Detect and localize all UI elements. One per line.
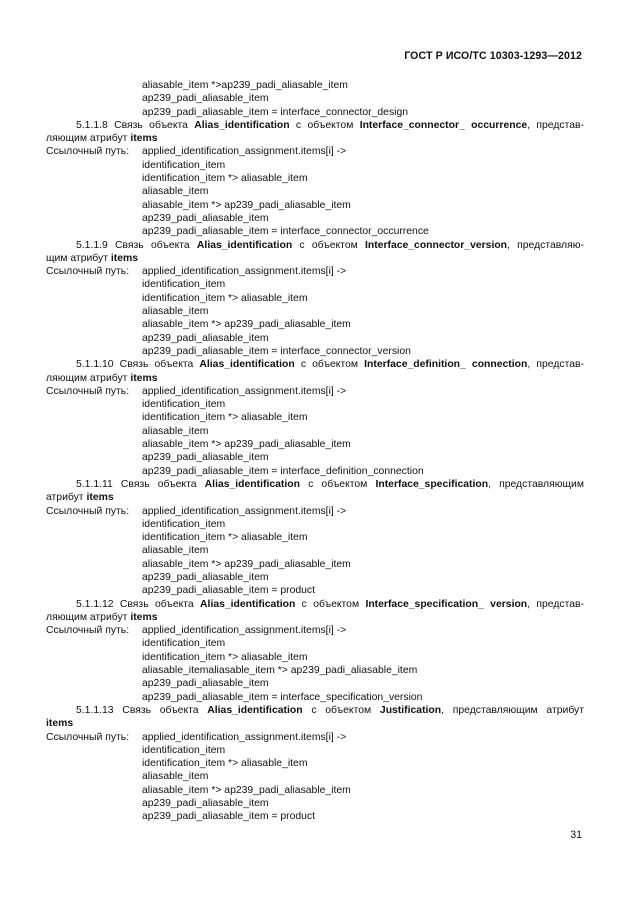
path-text: ap239_padi_aliasable_item = interface_specification_version xyxy=(142,691,423,703)
target-entity-name: Interface_specification_ version xyxy=(365,598,528,610)
heading-continuation xyxy=(46,372,584,385)
path-text: ap239_padi_aliasable_item = interface_connector_version xyxy=(142,345,411,357)
path-line xyxy=(46,744,584,757)
path-line xyxy=(46,664,584,677)
heading-connector: с объектом xyxy=(295,598,366,610)
path-line xyxy=(46,425,584,438)
heading-number: 5.1.1.8 Связь объекта xyxy=(76,119,195,131)
path-text: identification_item xyxy=(142,279,226,291)
section-heading xyxy=(46,478,584,491)
heading-connector: с объектом xyxy=(292,239,365,251)
sections-container xyxy=(46,119,584,824)
path-text: applied_identification_assignment.items[i] -> xyxy=(142,146,347,158)
path-text: ap239_padi_aliasable_item = interface_definition_connection xyxy=(142,465,424,477)
section-heading xyxy=(46,119,584,132)
path-text: aliasable_item xyxy=(142,425,209,437)
path-text: ap239_padi_aliasable_item xyxy=(142,678,269,690)
path-line xyxy=(46,637,584,650)
path-text: applied_identification_assignment.items[i] -> xyxy=(142,731,347,743)
path-text: ap239_padi_aliasable_item = product xyxy=(142,811,316,823)
path-text: aliasable_item *> ap239_padi_aliasable_item xyxy=(142,784,351,796)
path-line xyxy=(46,318,584,331)
path-text: aliasable_item *> ap239_padi_aliasable_item xyxy=(142,199,351,211)
path-line xyxy=(46,691,584,704)
path-text: identification_item *> aliasable_item xyxy=(142,651,308,663)
reference-path-label: Ссылочный путь: xyxy=(46,146,130,158)
document-header: ГОСТ Р ИСО/ТС 10303-1293—2012 xyxy=(404,50,582,62)
section-heading xyxy=(46,704,584,717)
heading-connector: с объектом xyxy=(294,359,365,371)
path-text: identification_item *> aliasable_item xyxy=(142,173,308,185)
path-text: identification_item xyxy=(142,518,226,530)
path-line xyxy=(46,465,584,478)
heading-continuation xyxy=(46,132,584,145)
path-text: identification_item xyxy=(142,638,226,650)
path-line xyxy=(46,305,584,318)
continuation-text: ляющим атрибут xyxy=(46,611,131,623)
path-line xyxy=(46,531,584,544)
path-line xyxy=(46,185,584,198)
path-line xyxy=(46,411,584,424)
path-line xyxy=(46,810,584,823)
path-text: applied_identification_assignment.items[i] -> xyxy=(142,625,347,637)
path-line xyxy=(46,332,584,345)
heading-tail: , представляющим xyxy=(488,478,585,490)
path-line xyxy=(46,797,584,810)
path-text: identification_item *> aliasable_item xyxy=(142,412,308,424)
path-text: identification_item xyxy=(142,399,226,411)
continuation-text: ляющим атрибут xyxy=(46,133,131,145)
target-entity-name: Interface_definition_ connection xyxy=(364,359,528,371)
entity-name: Alias_identification xyxy=(199,359,295,371)
reference-path-first-line xyxy=(46,731,584,744)
attribute-name: items xyxy=(86,492,114,504)
heading-number: 5.1.1.13 Связь объекта xyxy=(76,704,208,716)
path-line xyxy=(46,199,584,212)
path-line xyxy=(46,558,584,571)
reference-path-first-line xyxy=(46,505,584,518)
heading-number: 5.1.1.9 Связь объекта xyxy=(76,239,197,251)
path-line xyxy=(46,544,584,557)
path-text: aliasable_item xyxy=(142,545,209,557)
path-line: ap239_padi_aliasable_item xyxy=(142,93,269,105)
reference-path-label: Ссылочный путь: xyxy=(46,266,130,278)
path-text: ap239_padi_aliasable_item xyxy=(142,332,269,344)
section-10 xyxy=(46,358,584,478)
path-line xyxy=(46,159,584,172)
path-text: aliasable_item xyxy=(142,186,209,198)
path-line xyxy=(46,438,584,451)
heading-tail: , представляю- xyxy=(507,239,585,251)
heading-connector: с объектом xyxy=(289,119,360,131)
section-13 xyxy=(46,704,584,824)
entity-name: Alias_identification xyxy=(204,478,300,490)
heading-tail: , представ- xyxy=(527,119,585,131)
attribute-name: items xyxy=(110,252,138,264)
path-line xyxy=(46,584,584,597)
target-entity-name: Justification xyxy=(379,704,442,716)
attribute-name: items xyxy=(130,133,158,145)
path-text: ap239_padi_aliasable_item xyxy=(142,798,269,810)
path-text: ap239_padi_aliasable_item xyxy=(142,212,269,224)
path-text: applied_identification_assignment.items[i] -> xyxy=(142,385,347,397)
path-text: aliasable_item *> ap239_padi_aliasable_item xyxy=(142,558,351,570)
heading-tail: , представ- xyxy=(527,598,585,610)
path-line xyxy=(46,651,584,664)
path-text: identification_item *> aliasable_item xyxy=(142,758,308,770)
path-line xyxy=(46,172,584,185)
reference-path-label: Ссылочный путь: xyxy=(46,505,130,517)
attribute-name: items xyxy=(46,718,74,730)
path-text: ap239_padi_aliasable_item = product xyxy=(142,585,316,597)
entity-name: Alias_identification xyxy=(194,119,290,131)
path-text: aliasable_item *> ap239_padi_aliasable_item xyxy=(142,439,351,451)
section-heading xyxy=(46,358,584,371)
path-text: aliasable_item xyxy=(142,771,209,783)
heading-continuation xyxy=(46,717,584,730)
path-line xyxy=(46,345,584,358)
path-line xyxy=(46,398,584,411)
reference-path-first-line xyxy=(46,145,584,158)
attribute-name: items xyxy=(130,611,158,623)
path-line xyxy=(46,677,584,690)
target-entity-name: Interface_specification xyxy=(375,478,489,490)
path-text: aliasable_itemaliasable_item *> ap239_padi_aliasable_item xyxy=(142,665,418,677)
path-text: identification_item *> aliasable_item xyxy=(142,532,308,544)
path-text: identification_item xyxy=(142,159,226,171)
path-line xyxy=(46,212,584,225)
path-line xyxy=(46,518,584,531)
continuation-text: ляющим атрибут xyxy=(46,372,131,384)
path-line: ap239_padi_aliasable_item = interface_connector_design xyxy=(142,106,409,118)
reference-path-first-line xyxy=(46,385,584,398)
reference-path-first-line xyxy=(46,265,584,278)
intro-path xyxy=(46,79,584,119)
page-number: 31 xyxy=(570,829,582,841)
entity-name: Alias_identification xyxy=(207,704,303,716)
section-8 xyxy=(46,119,584,239)
path-line xyxy=(46,571,584,584)
path-text: aliasable_item *> ap239_padi_aliasable_item xyxy=(142,319,351,331)
path-text: ap239_padi_aliasable_item = interface_connector_occurrence xyxy=(142,226,429,238)
heading-tail: , представляющим атрибут xyxy=(441,704,584,716)
path-text: identification_item xyxy=(142,744,226,756)
path-line xyxy=(46,292,584,305)
section-heading xyxy=(46,239,584,252)
continuation-text: щим атрибут xyxy=(46,252,111,264)
section-11 xyxy=(46,478,584,598)
reference-path-label: Ссылочный путь: xyxy=(46,731,130,743)
document-body xyxy=(46,79,584,824)
path-text: ap239_padi_aliasable_item xyxy=(142,452,269,464)
heading-connector: с объектом xyxy=(299,478,376,490)
section-9 xyxy=(46,239,584,359)
path-line: aliasable_item *>ap239_padi_aliasable_item xyxy=(142,80,348,91)
path-line xyxy=(46,784,584,797)
entity-name: Alias_identification xyxy=(200,598,296,610)
target-entity-name: Interface_connector_version xyxy=(364,239,508,251)
section-heading xyxy=(46,598,584,611)
path-text: identification_item *> aliasable_item xyxy=(142,292,308,304)
path-line xyxy=(46,770,584,783)
path-line xyxy=(46,757,584,770)
target-entity-name: Interface_connector_ occurrence xyxy=(359,119,528,131)
entity-name: Alias_identification xyxy=(196,239,293,251)
path-line xyxy=(46,451,584,464)
path-line xyxy=(46,225,584,238)
heading-number: 5.1.1.12 Связь объекта xyxy=(76,598,201,610)
reference-path-label: Ссылочный путь: xyxy=(46,625,130,637)
heading-continuation xyxy=(46,491,584,504)
reference-path-label: Ссылочный путь: xyxy=(46,385,130,397)
heading-number: 5.1.1.11 Связь объекта xyxy=(76,478,205,490)
path-line xyxy=(46,278,584,291)
heading-tail: , представ- xyxy=(527,359,584,371)
section-12 xyxy=(46,598,584,704)
continuation-text: атрибут xyxy=(46,492,87,504)
path-text: applied_identification_assignment.items[i] -> xyxy=(142,266,347,278)
path-text: ap239_padi_aliasable_item xyxy=(142,571,269,583)
heading-number: 5.1.1.10 Связь объекта xyxy=(76,359,200,371)
path-text: aliasable_item xyxy=(142,306,209,318)
heading-continuation xyxy=(46,252,584,265)
heading-continuation xyxy=(46,611,584,624)
attribute-name: items xyxy=(130,372,158,384)
reference-path-first-line xyxy=(46,624,584,637)
path-text: applied_identification_assignment.items[i] -> xyxy=(142,505,347,517)
heading-connector: с объектом xyxy=(302,704,380,716)
